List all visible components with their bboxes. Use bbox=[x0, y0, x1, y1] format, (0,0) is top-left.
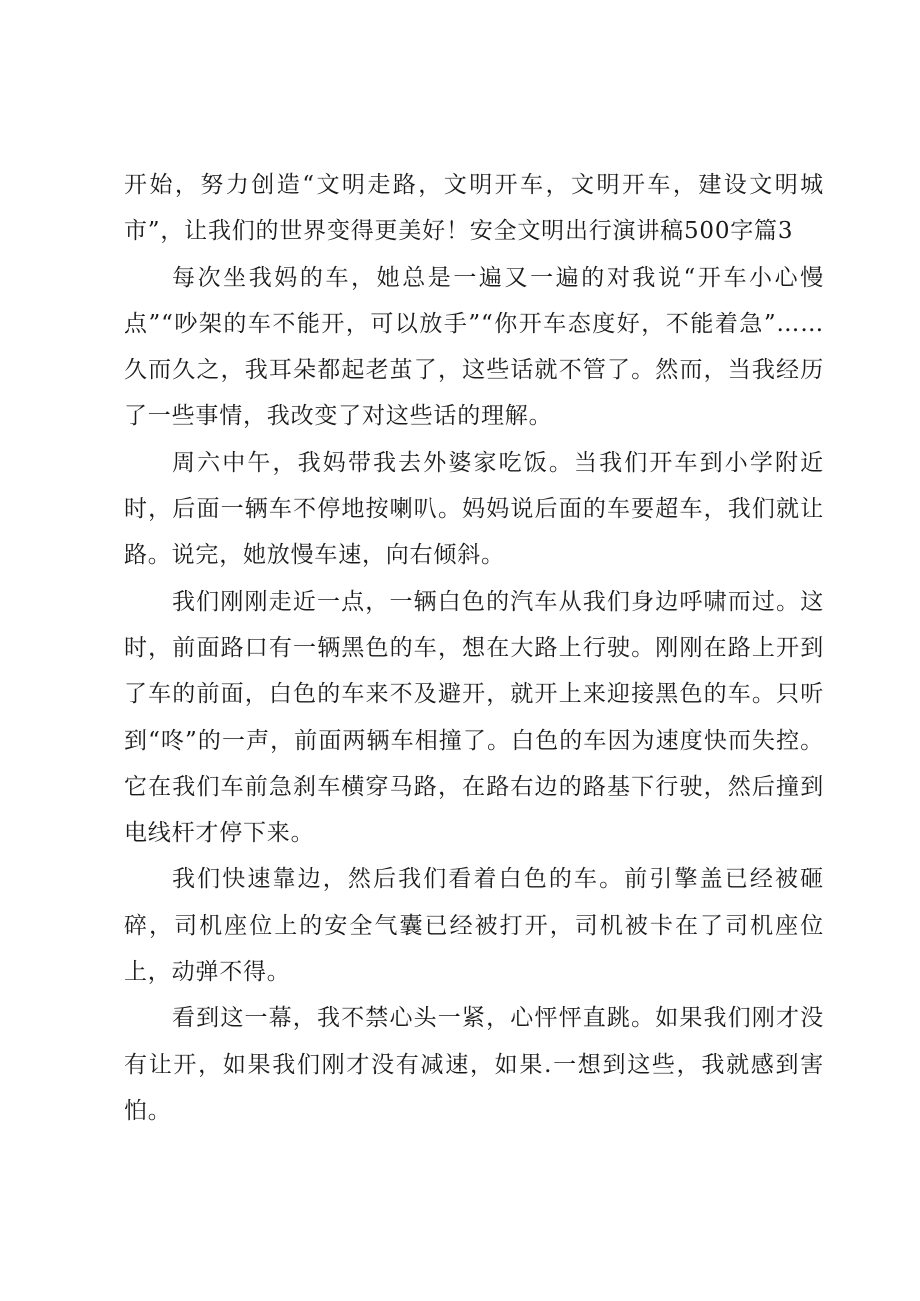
paragraph: 我们快速靠边，然后我们看着白色的车。前引擎盖已经被砸碎，司机座位上的安全气囊已经被打开，司机被卡在了司机座位上，动弹不得。 bbox=[124, 866, 824, 986]
paragraph: 周六中午，我妈带我去外婆家吃饭。当我们开车到小学附近时，后面一辆车不停地按喇叭。妈妈说后面的车要超车，我们就让路。说完，她放慢车速，向右倾斜。 bbox=[124, 449, 824, 569]
paragraph-continuation: 开始，努力创造“文明走路，文明开车，文明开车，建设文明城市”，让我们的世界变得更美好！安全文明出行演讲稿500字篇3 bbox=[124, 172, 824, 245]
paragraph: 每次坐我妈的车，她总是一遍又一遍的对我说“开车小心慢点”“吵架的车不能开，可以放手”“你开车态度好，不能着急”……久而久之，我耳朵都起老茧了，这些话就不管了。然而，当我经历了一些事情，我改变了对这些话的理解。 bbox=[124, 264, 824, 430]
article-body bbox=[124, 162, 824, 1134]
paragraph: 看到这一幕，我不禁心头一紧，心怦怦直跳。如果我们刚才没有让开，如果我们刚才没有减速，如果.一想到这些，我就感到害怕。 bbox=[124, 1005, 824, 1124]
paragraph: 我们刚刚走近一点，一辆白色的汽车从我们身边呼啸而过。这时，前面路口有一辆黑色的车，想在大路上行驶。刚刚在路上开到了车的前面，白色的车来不及避开，就开上来迎接黑色的车。只听到“咚”的一声，前面两辆车相撞了。白色的车因为速度快而失控。它在我们车前急刹车横穿马路，在路右边的路基下行驶，然后撞到电线杆才停下来。 bbox=[124, 588, 824, 847]
